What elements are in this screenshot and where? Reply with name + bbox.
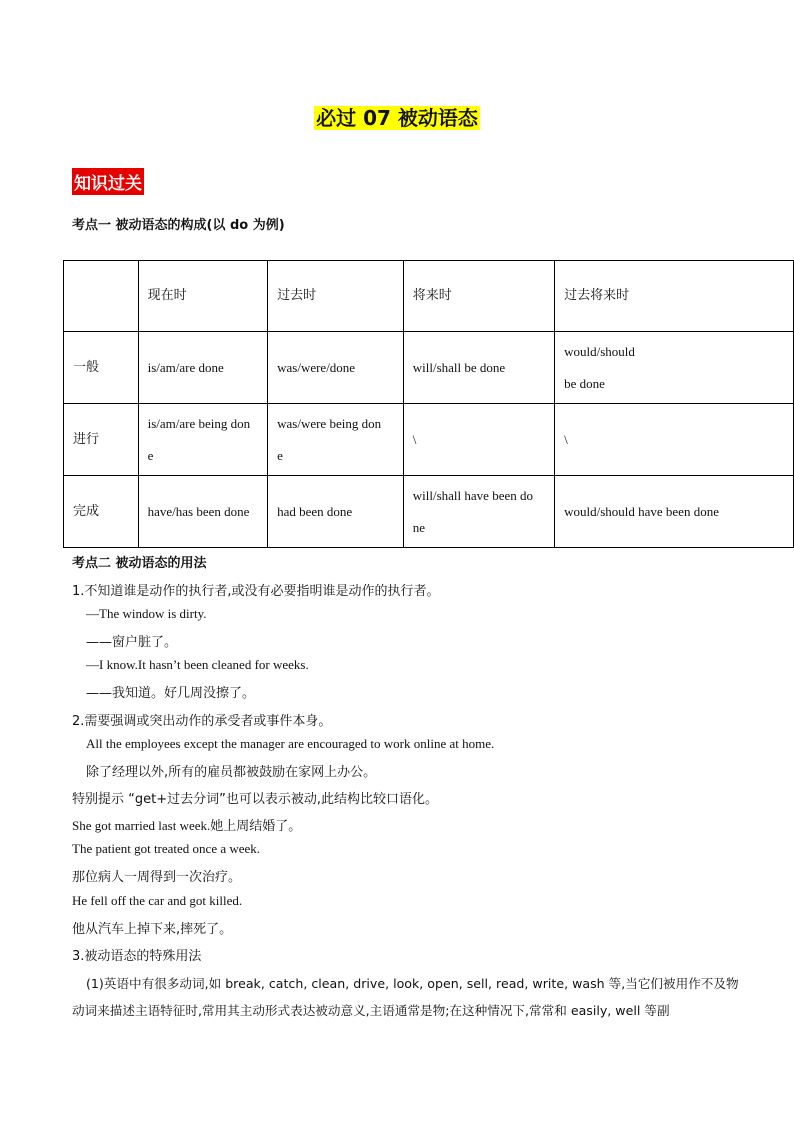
example-en: —I know.It hasn’t been cleaned for weeks. — [86, 657, 309, 672]
table-cell — [403, 404, 554, 476]
table-cell — [268, 332, 404, 404]
tense-label: 进行 — [64, 404, 139, 476]
table-cell — [555, 332, 794, 404]
point2-heading: 考点二 被动语态的用法 — [72, 556, 207, 571]
example-en: He fell off the car and got killed. — [72, 893, 243, 908]
cell-line: will/shall be done — [412, 359, 506, 375]
example-mixed: She got married last week.她上周结婚了。 — [72, 818, 302, 833]
cell-line: is/am/are being don — [147, 415, 251, 431]
table-cell — [555, 404, 794, 476]
table-header-cell — [64, 261, 139, 332]
example-en: The patient got treated once a week. — [72, 841, 261, 856]
cell-line: was/were being don — [277, 415, 382, 431]
example-zh: 除了经理以外,所有的雇员都被鼓励在家网上办公。 — [86, 765, 377, 780]
rule-2: 2.需要强调或突出动作的承受者或事件本身。 — [72, 714, 332, 729]
cell-line: e — [147, 447, 154, 463]
section-tag: 知识过关 — [72, 168, 144, 195]
cell-line: ne — [412, 519, 426, 535]
cell-line: was/were/done — [277, 359, 356, 375]
table-cell — [555, 476, 794, 548]
paragraph-line: 动词来描述主语特征时,常用其主动形式表达被动意义,主语通常是物;在这种情况下,常常和 easily, well 等副 — [72, 1003, 670, 1018]
cell-line: will/shall have been do — [412, 487, 533, 503]
special-tip: 特别提示 “get+过去分词”也可以表示被动,此结构比较口语化。 — [72, 792, 438, 807]
cell-line: e — [277, 447, 283, 463]
table-header-row — [64, 261, 794, 332]
table-row — [64, 332, 794, 404]
example-en: All the employees except the manager are encouraged to work online at home. — [86, 736, 495, 751]
table-cell — [403, 476, 554, 548]
tense-label: 完成 — [64, 476, 139, 548]
example-zh: ——我知道。好几周没擦了。 — [86, 686, 256, 701]
table-cell — [138, 332, 267, 404]
table-row — [64, 404, 794, 476]
cell-line: be done — [564, 375, 605, 391]
table-cell — [268, 476, 404, 548]
cell-line: had been done — [277, 503, 353, 519]
cell-line: would/should have been done — [564, 503, 719, 519]
passive-forms-table — [63, 260, 794, 548]
example-zh: 他从汽车上掉下来,摔死了。 — [72, 922, 233, 937]
cell-line: would/should — [564, 343, 635, 359]
point1-heading: 考点一 被动语态的构成(以 do 为例) — [72, 218, 285, 233]
tense-label: 一般 — [64, 332, 139, 404]
table-header-cell: 过去将来时 — [555, 261, 794, 332]
table-cell — [268, 404, 404, 476]
rule-1: 1.不知道谁是动作的执行者,或没有必要指明谁是动作的执行者。 — [72, 584, 440, 599]
example-en: —The window is dirty. — [86, 606, 207, 621]
example-zh: 那位病人一周得到一次治疗。 — [72, 870, 242, 885]
table-cell — [403, 332, 554, 404]
table-cell — [138, 476, 267, 548]
cell-line: have/has been done — [147, 503, 250, 519]
table-cell — [138, 404, 267, 476]
cell-line: is/am/are done — [147, 359, 224, 375]
paragraph-line: (1)英语中有很多动词,如 break, catch, clean, drive, look, open, sell, read, write, wash 等,当它们被用作不及物 — [86, 976, 739, 991]
cell-line: \ — [564, 431, 568, 447]
table-header-cell: 过去时 — [268, 261, 404, 332]
rule-3: 3.被动语态的特殊用法 — [72, 949, 202, 964]
cell-line: \ — [412, 431, 417, 447]
table-header-cell: 现在时 — [138, 261, 267, 332]
table-row — [64, 476, 794, 548]
table-header-cell: 将来时 — [403, 261, 554, 332]
page-title: 必过 07 被动语态 — [316, 106, 478, 130]
example-zh: ——窗户脏了。 — [86, 635, 178, 650]
